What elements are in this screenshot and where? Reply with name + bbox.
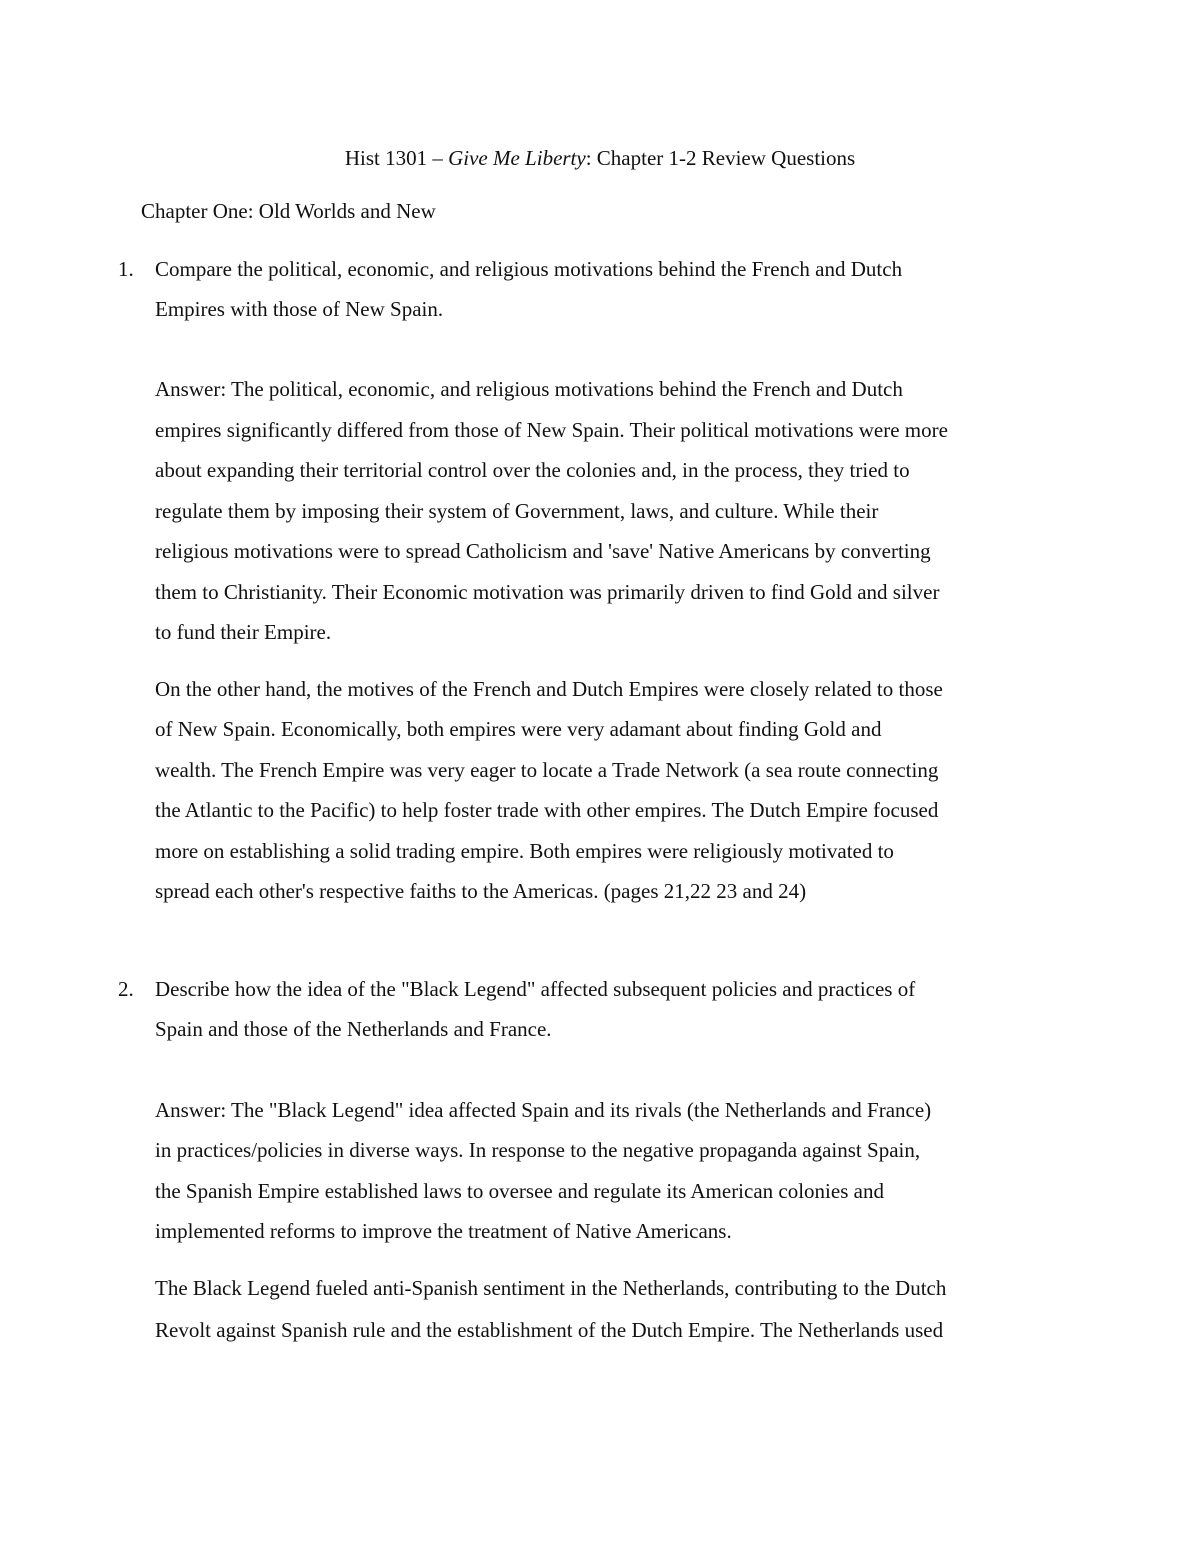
answer-line: religious motivations were to spread Catholicism and 'save' Native Americans by converting: [155, 539, 931, 563]
answer-line: to fund their Empire.: [155, 620, 332, 644]
answer-line: Answer: The "Black Legend" idea affected Spain and its rivals (the Netherlands and France): [155, 1098, 932, 1122]
question-number: 1.: [118, 257, 134, 281]
answer-line: them to Christianity. Their Economic motivation was primarily driven to find Gold and silver: [155, 580, 940, 604]
title-prefix: Hist 1301 –: [344, 146, 449, 170]
question-line: Compare the political, economic, and religious motivations behind the French and Dutch: [155, 257, 903, 281]
chapter-heading: Chapter One: Old Worlds and New: [141, 199, 436, 223]
question-number: 2.: [118, 977, 134, 1001]
answer-line: Answer: The political, economic, and religious motivations behind the French and Dutch: [155, 377, 903, 401]
answer-line: about expanding their territorial control over the colonies and, in the process, they tried to: [155, 458, 910, 482]
answer-line: regulate them by imposing their system of Government, laws, and culture. While their: [155, 499, 879, 523]
answer-line: Revolt against Spanish rule and the establishment of the Dutch Empire. The Netherlands used: [155, 1318, 944, 1342]
answer-line: wealth. The French Empire was very eager to locate a Trade Network (a sea route connecting: [155, 758, 939, 782]
answer-line: the Atlantic to the Pacific) to help foster trade with other empires. The Dutch Empire focused: [155, 798, 939, 822]
answer-line: implemented reforms to improve the treatment of Native Americans.: [155, 1219, 732, 1243]
title-suffix: : Chapter 1-2 Review Questions: [585, 146, 856, 170]
answer-line: in practices/policies in diverse ways. In response to the negative propaganda against Spain,: [155, 1138, 921, 1162]
answer-line: empires significantly differed from those of New Spain. Their political motivations were more: [155, 418, 948, 442]
answer-line: The Black Legend fueled anti-Spanish sentiment in the Netherlands, contributing to the Dutch: [155, 1276, 947, 1300]
answer-line: the Spanish Empire established laws to oversee and regulate its American colonies and: [155, 1179, 884, 1203]
answer-line: spread each other's respective faiths to the Americas. (pages 21,22 23 and 24): [155, 879, 807, 903]
document-title: [0, 145, 1200, 171]
answer-line: more on establishing a solid trading empire. Both empires were religiously motivated to: [155, 839, 894, 863]
title-book-name: Give Me Liberty: [448, 146, 586, 170]
answer-line: of New Spain. Economically, both empires were very adamant about finding Gold and: [155, 717, 882, 741]
question-line: Spain and those of the Netherlands and France.: [155, 1017, 552, 1041]
question-line: Describe how the idea of the "Black Legend" affected subsequent policies and practices of: [155, 977, 916, 1001]
question-line: Empires with those of New Spain.: [155, 297, 444, 321]
answer-line: On the other hand, the motives of the French and Dutch Empires were closely related to those: [155, 677, 943, 701]
